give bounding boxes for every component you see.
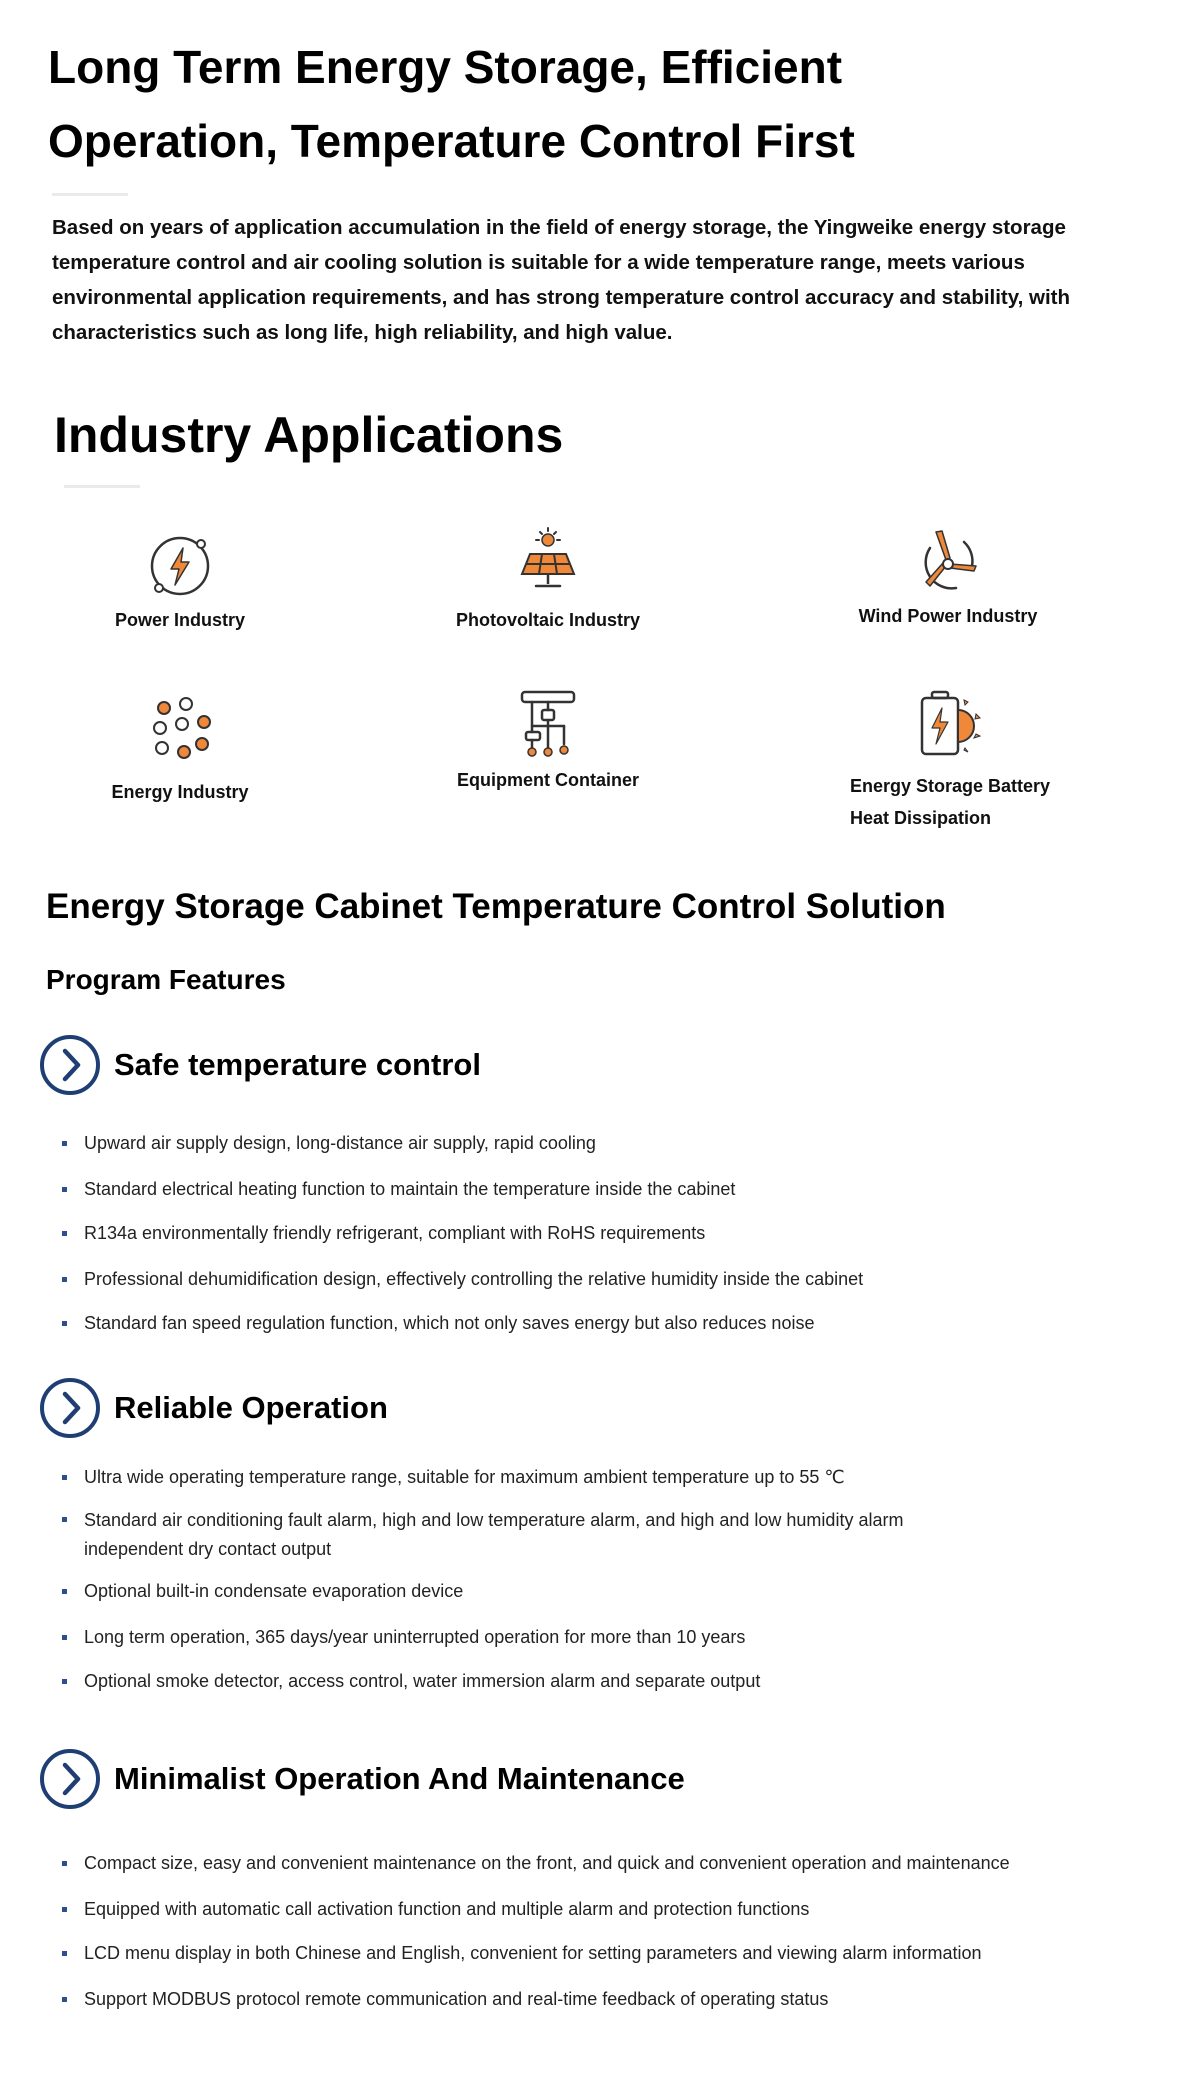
feature-title: Safe temperature control	[114, 1047, 481, 1082]
feature-header-safe-temperature	[38, 1033, 481, 1097]
list-item: Standard air conditioning fault alarm, high and low temperature alarm, and high and low humidity alarm independent dry contact output	[62, 1506, 962, 1564]
list-item: Support MODBUS protocol remote communication and real-time feedback of operating status	[62, 1986, 1162, 2012]
app-equipment-container	[398, 688, 698, 791]
feature-header-minimalist-maintenance	[38, 1747, 685, 1811]
program-features-heading: Program Features	[46, 964, 286, 995]
app-label: Energy Storage Battery Heat Dissipation	[850, 776, 1051, 828]
app-photovoltaic-industry	[398, 526, 698, 631]
list-item: Equipped with automatic call activation function and multiple alarm and protection functions	[62, 1896, 1162, 1922]
list-item: Standard fan speed regulation function, which not only saves energy but also reduces noise	[62, 1310, 1162, 1336]
chevron-right-circle-icon	[38, 1033, 102, 1097]
industry-heading: Industry Applications	[54, 407, 564, 463]
list-item: Standard electrical heating function to maintain the temperature inside the cabinet	[62, 1176, 1162, 1202]
app-label: Wind Power Industry	[858, 606, 1038, 626]
list-item: R134a environmentally friendly refrigerant, compliant with RoHS requirements	[62, 1220, 1162, 1246]
list-item: Optional smoke detector, access control, water immersion alarm and separate output	[62, 1668, 962, 1694]
battery-sun-icon	[912, 688, 984, 760]
app-wind-power-industry	[798, 526, 1098, 627]
app-label: Power Industry	[114, 610, 246, 630]
feature-title: Reliable Operation	[114, 1390, 388, 1425]
industry-divider	[64, 485, 140, 488]
list-item: Compact size, easy and convenient maintenance on the front, and quick and convenient operation and maintenance	[62, 1850, 1162, 1876]
app-label: Energy Industry	[111, 782, 249, 802]
list-item: Ultra wide operating temperature range, suitable for maximum ambient temperature up to 55 ℃	[62, 1464, 962, 1490]
list-item: Optional built-in condensate evaporation device	[62, 1578, 962, 1604]
chevron-right-circle-icon	[38, 1376, 102, 1440]
feature-header-reliable-operation	[38, 1376, 388, 1440]
chevron-right-circle-icon	[38, 1747, 102, 1811]
solar-panel-icon	[512, 526, 584, 598]
title-divider	[52, 193, 128, 196]
molecule-dots-icon	[144, 692, 216, 764]
list-item: Upward air supply design, long-distance air supply, rapid cooling	[62, 1130, 1162, 1156]
feature-list-reliable-operation	[62, 1464, 962, 1694]
intro-paragraph: Based on years of application accumulation in the field of energy storage, the Yingweike energy storage temperature control and air cooling solution is suitable for a wide temperature range, meets various environmental application requirements, and has strong temperature control accuracy and stability, with characteristics such as long life, high reliability, and high value.	[52, 216, 1071, 344]
app-power-industry	[30, 530, 330, 631]
feature-list-minimalist-maintenance	[62, 1850, 1162, 2012]
app-energy-industry	[30, 692, 330, 803]
list-item: Long term operation, 365 days/year uninterrupted operation for more than 10 years	[62, 1624, 962, 1650]
feature-list-safe-temperature	[62, 1130, 1162, 1336]
list-item: LCD menu display in both Chinese and English, convenient for setting parameters and viewing alarm information	[62, 1940, 1162, 1966]
container-network-icon	[512, 688, 584, 760]
app-label: Photovoltaic Industry	[455, 610, 641, 630]
lightning-circle-icon	[144, 530, 216, 602]
wind-turbine-icon	[912, 526, 984, 598]
page-title: Long Term Energy Storage, Efficient Operation, Temperature Control First	[48, 41, 855, 167]
feature-title: Minimalist Operation And Maintenance	[114, 1761, 685, 1796]
solution-heading: Energy Storage Cabinet Temperature Control Solution	[46, 887, 946, 926]
app-energy-storage-battery	[798, 688, 1098, 834]
app-label: Equipment Container	[456, 770, 639, 790]
list-item: Professional dehumidification design, effectively controlling the relative humidity inside the cabinet	[62, 1266, 1162, 1292]
